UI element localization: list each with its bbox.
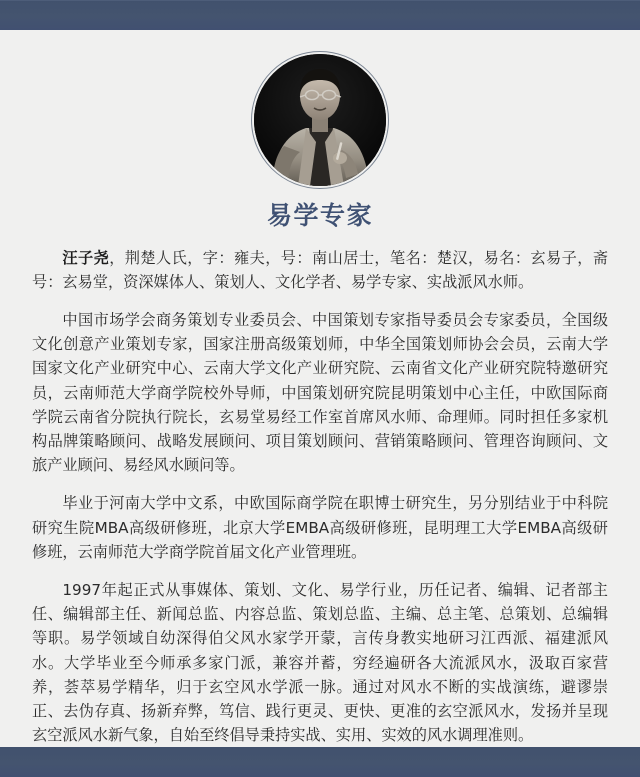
portrait-container: [0, 51, 640, 189]
biography: [32, 230, 608, 748]
paragraph-education: 毕业于河南大学中文系，中欧国际商学院在职博士研究生，另分别结业于中科院研究生院MBA高级研修班，北京大学EMBA高级研修班，昆明理工大学EMBA高级研修班，云南师范大学商学院首届文化产业管理班。: [32, 494, 608, 561]
portrait-illustration: [254, 54, 386, 186]
page-content: [0, 30, 640, 747]
paragraph-intro: [32, 246, 608, 294]
portrait-photo: [254, 54, 386, 186]
paragraph-intro-text: ，荆楚人氏，字：雍夫，号：南山居士，笔名：楚汉，易名：玄易子，斋号：玄易堂，资深媒体人、策划人、文化学者、易学专家、实战派风水师。: [32, 248, 609, 291]
person-name: 汪子尧: [62, 248, 110, 267]
paragraph-positions: 中国市场学会商务策划专业委员会、中国策划专家指导委员会专家委员，全国级文化创意产业策划专家，国家注册高级策划师，中华全国策划师协会会员，云南大学国家文化产业研究中心、云南大学文化产业研究院、云南省文化产业研究院特邀研究员，云南师范大学商学院校外导师，中国策划研究院昆明策划中心主任，中欧国际商学院云南省分院执行院长，玄易堂易经工作室首席风水师、命理师。同时担任多家机构品牌策略顾问、战略发展顾问、项目策划顾问、营销策略顾问、管理咨询顾问、文旅产业顾问、易经风水顾问等。: [32, 310, 608, 475]
bottom-decorative-bar: [0, 747, 640, 777]
page-title: 易学专家: [266, 201, 373, 230]
paragraph-career: 1997年起正式从事媒体、策划、文化、易学行业，历任记者、编辑、记者部主任、编辑部主任、新闻总监、内容总监、策划总监、主编、总主笔、总策划、总编辑等职。易学领域自幼深得伯父风水家学开蒙，言传身教实地研习江西派、福建派风水。大学毕业至今师承多家门派，兼容并蓄，穷经遍研各大流派风水，汲取百家营养，荟萃易学精华，归于玄空风水学派一脉。通过对风水不断的实战演练，避谬崇正、去伪存真、扬新弃弊，笃信、践行更灵、更快、更准的玄空派风水，发扬并呈现玄空派风水新气象，自始至终倡导秉持实战、实用、实效的风水调理准则。: [32, 580, 608, 745]
top-decorative-bar: [0, 0, 640, 30]
avatar: [251, 51, 389, 189]
